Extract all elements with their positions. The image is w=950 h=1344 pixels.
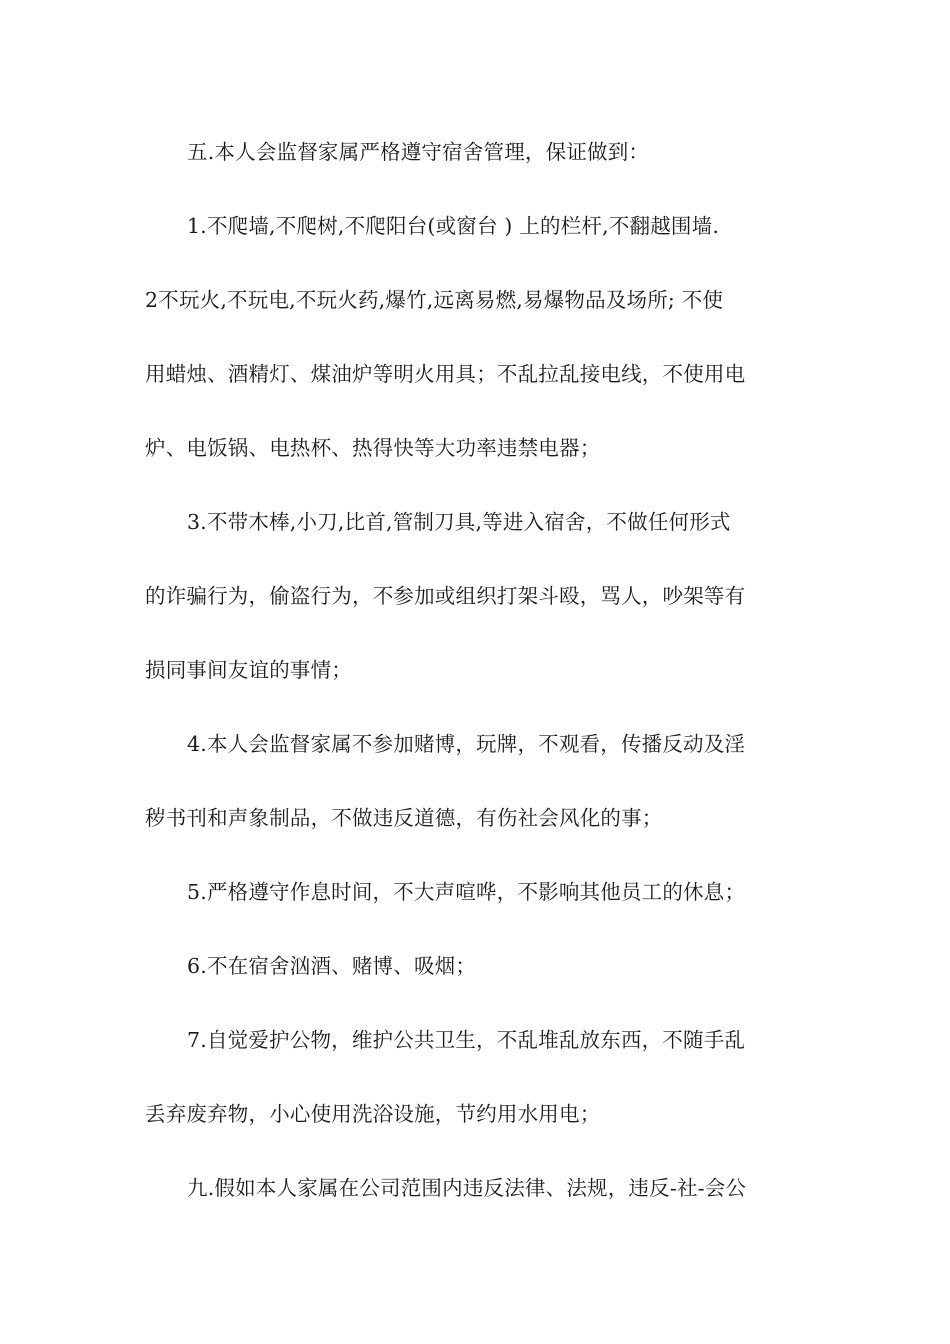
paragraph-line: 5.严格遵守作息时间，不大声喧哗，不影响其他员工的休息； (187, 880, 746, 904)
paragraph-line: 丢弃废弃物，小心使用洗浴设施，节约用水用电； (145, 1102, 601, 1126)
paragraph-line: 2不玩火,不玩电,不玩火药,爆竹,远离易燃,易爆物品及场所; 不使 (145, 288, 724, 312)
paragraph-line: 1.不爬墙,不爬树,不爬阳台(或窗台 ) 上的栏杆,不翻越围墙. (187, 214, 720, 238)
paragraph-line: 4.本人会监督家属不参加赌博，玩牌，不观看，传播反动及淫 (187, 732, 746, 756)
paragraph-line: 损同事间友谊的事情； (145, 658, 352, 682)
paragraph-line: 秽书刊和声象制品，不做违反道德，有伤社会风化的事； (145, 806, 663, 830)
paragraph-line: 6.不在宿舍汹酒、赌博、吸烟； (187, 954, 477, 978)
paragraph-line: 五.本人会监督家属严格遵守宿舍管理，保证做到： (187, 140, 650, 164)
paragraph-line: 3.不带木棒,小刀,比首,管制刀具,等进入宿舍，不做任何形式 (187, 510, 731, 534)
paragraph-line: 炉、电饭锅、电热杯、热得快等大功率违禁电器； (145, 436, 601, 460)
paragraph-line: 用蜡烛、酒精灯、煤油炉等明火用具；不乱拉乱接电线，不使用电 (145, 362, 746, 386)
paragraph-line: 的诈骗行为，偷盗行为，不参加或组织打架斗殴，骂人，吵架等有 (145, 584, 746, 608)
paragraph-line: 九.假如本人家属在公司范围内违反法律、法规，违反-社-会公 (187, 1176, 747, 1200)
paragraph-line: 7.自觉爱护公物，维护公共卫生，不乱堆乱放东西，不随手乱 (187, 1028, 746, 1052)
